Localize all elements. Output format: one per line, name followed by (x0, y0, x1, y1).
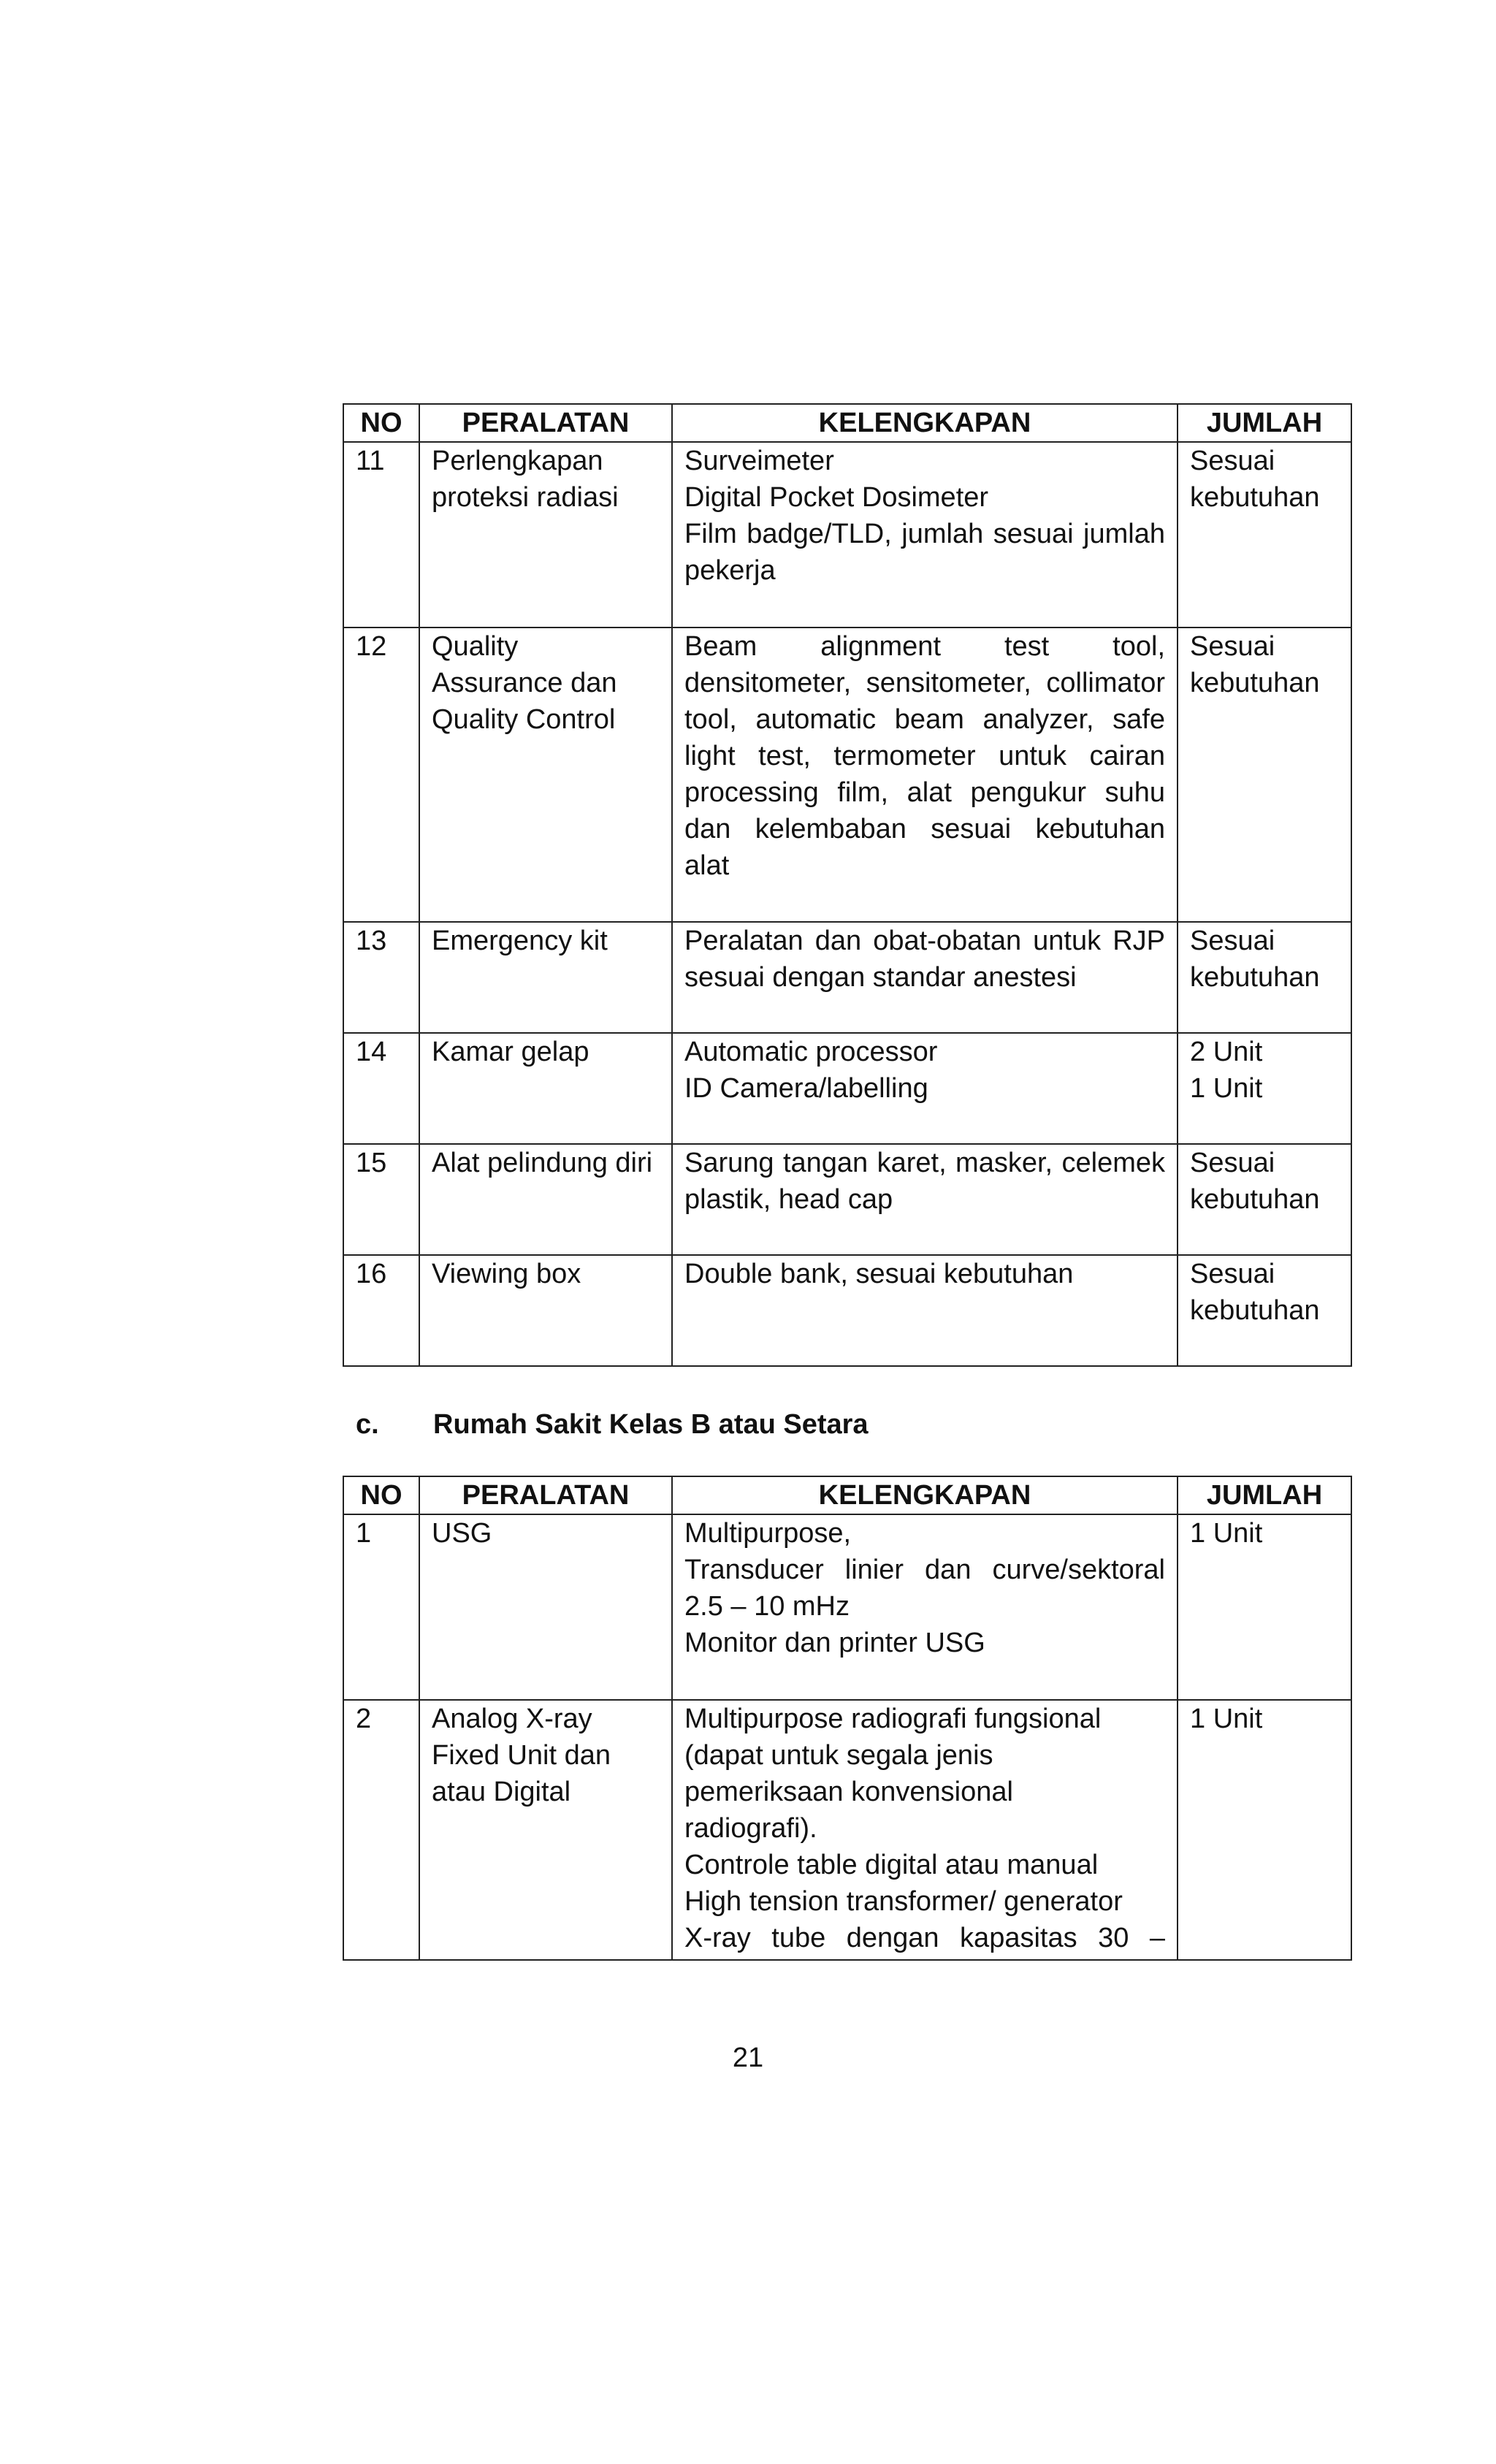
header-no: NO (343, 404, 419, 442)
equipment-details (672, 922, 1178, 1033)
row-number: 1 (343, 1514, 419, 1700)
equipment-name-line: Viewing box (432, 1259, 581, 1289)
equipment-name-line: Analog X-ray (432, 1704, 592, 1734)
equipment-details (672, 442, 1178, 628)
quantity-line: kebutuhan (1190, 1184, 1320, 1215)
section-title: Rumah Sakit Kelas B atau Setara (433, 1409, 869, 1440)
equipment-name (419, 628, 672, 922)
header-jumlah: JUMLAH (1178, 404, 1351, 442)
equipment-name (419, 1514, 672, 1700)
quantity (1178, 1700, 1351, 1960)
quantity-line: kebutuhan (1190, 962, 1320, 993)
row-number: 11 (343, 442, 419, 628)
row-number: 14 (343, 1033, 419, 1144)
equipment-table-continued (343, 403, 1352, 1367)
header-kelengkapan: KELENGKAPAN (672, 404, 1178, 442)
details-line: Multipurpose, (684, 1518, 852, 1549)
quantity-line: 1 Unit (1190, 1073, 1263, 1104)
row-number: 16 (343, 1255, 419, 1366)
quantity-line: Sesuai (1190, 631, 1275, 662)
equipment-details (672, 1255, 1178, 1366)
details-line: (dapat untuk segala jenis (684, 1740, 993, 1771)
equipment-name (419, 1255, 672, 1366)
details-line: Multipurpose radiografi fungsional (684, 1704, 1102, 1734)
table-row (343, 1255, 1351, 1366)
quantity (1178, 1033, 1351, 1144)
equipment-name-line: Emergency kit (432, 926, 608, 956)
table-row (343, 1144, 1351, 1255)
quantity (1178, 1255, 1351, 1366)
row-number: 13 (343, 922, 419, 1033)
details-line: High tension transformer/ generator (684, 1886, 1123, 1917)
details-line: pemeriksaan konvensional (684, 1777, 1013, 1807)
quantity-line: kebutuhan (1190, 482, 1320, 513)
equipment-name (419, 442, 672, 628)
header-no: NO (343, 1476, 419, 1514)
equipment-name-line: atau Digital (432, 1777, 571, 1807)
section-heading (356, 1406, 869, 1443)
equipment-name-line: Perlengkapan (432, 446, 603, 476)
quantity (1178, 1144, 1351, 1255)
details-line: Surveimeter (684, 446, 834, 476)
quantity-line: kebutuhan (1190, 1295, 1320, 1326)
details-line: Peralatan dan obat-obatan untuk RJP sesuai dengan standar anestesi (684, 926, 1165, 993)
row-number: 2 (343, 1700, 419, 1960)
quantity (1178, 922, 1351, 1033)
equipment-name (419, 1700, 672, 1960)
table-row (343, 442, 1351, 628)
equipment-details (672, 1144, 1178, 1255)
table-row (343, 1700, 1351, 1960)
equipment-details (672, 1514, 1178, 1700)
details-line: radiografi). (684, 1813, 817, 1844)
equipment-name-line: Quality (432, 631, 519, 662)
quantity-line: Sesuai (1190, 1259, 1275, 1289)
table-header-row (343, 1476, 1351, 1514)
table-row (343, 1514, 1351, 1700)
details-line: Controle table digital atau manual (684, 1850, 1099, 1880)
table-row (343, 922, 1351, 1033)
details-line: X-ray tube dengan kapasitas 30 – (684, 1923, 1165, 1953)
equipment-name-line: Kamar gelap (432, 1037, 589, 1067)
equipment-name-line: Alat pelindung diri (432, 1148, 653, 1178)
table-row (343, 1033, 1351, 1144)
details-line: Sarung tangan karet, masker, celemek plastik, head cap (684, 1148, 1165, 1215)
equipment-details (672, 628, 1178, 922)
quantity-line: Sesuai (1190, 926, 1275, 956)
equipment-name (419, 922, 672, 1033)
table-row (343, 628, 1351, 922)
equipment-name-line: Assurance dan (432, 668, 617, 698)
header-jumlah: JUMLAH (1178, 1476, 1351, 1514)
quantity (1178, 628, 1351, 922)
quantity (1178, 442, 1351, 628)
quantity-line: Sesuai (1190, 1148, 1275, 1178)
details-line: Beam alignment test tool, densitometer, sensitometer, collimator tool, automatic beam analyzer, safe light test, termometer untuk cairan processing film, alat pengukur suhu dan kelembaban sesuai kebutuhan alat (684, 631, 1165, 881)
equipment-name-line: proteksi radiasi (432, 482, 619, 513)
details-line: Double bank, sesuai kebutuhan (684, 1259, 1074, 1289)
quantity-line: kebutuhan (1190, 668, 1320, 698)
details-line: Digital Pocket Dosimeter (684, 482, 989, 513)
equipment-name-line: Quality Control (432, 704, 616, 735)
page-number: 21 (732, 2042, 764, 2073)
section-letter: c. (356, 1409, 379, 1440)
quantity (1178, 1514, 1351, 1700)
quantity-line: 2 Unit (1190, 1037, 1263, 1067)
equipment-table-class-b (343, 1476, 1352, 1961)
quantity-line: 1 Unit (1190, 1704, 1263, 1734)
header-peralatan: PERALATAN (419, 404, 672, 442)
equipment-details (672, 1033, 1178, 1144)
details-line: ID Camera/labelling (684, 1073, 928, 1104)
details-line: Monitor dan printer USG (684, 1628, 985, 1658)
equipment-name-line: Fixed Unit dan (432, 1740, 611, 1771)
details-line: Transducer linier dan curve/sektoral 2.5 – 10 mHz (684, 1555, 1165, 1622)
equipment-details (672, 1700, 1178, 1960)
row-number: 15 (343, 1144, 419, 1255)
quantity-line: 1 Unit (1190, 1518, 1263, 1549)
row-number: 12 (343, 628, 419, 922)
details-line: Film badge/TLD, jumlah sesuai jumlah pekerja (684, 519, 1165, 586)
header-peralatan: PERALATAN (419, 1476, 672, 1514)
table-header-row (343, 404, 1351, 442)
equipment-name-line: USG (432, 1518, 492, 1549)
header-kelengkapan: KELENGKAPAN (672, 1476, 1178, 1514)
equipment-name (419, 1144, 672, 1255)
equipment-name (419, 1033, 672, 1144)
quantity-line: Sesuai (1190, 446, 1275, 476)
details-line: Automatic processor (684, 1037, 938, 1067)
